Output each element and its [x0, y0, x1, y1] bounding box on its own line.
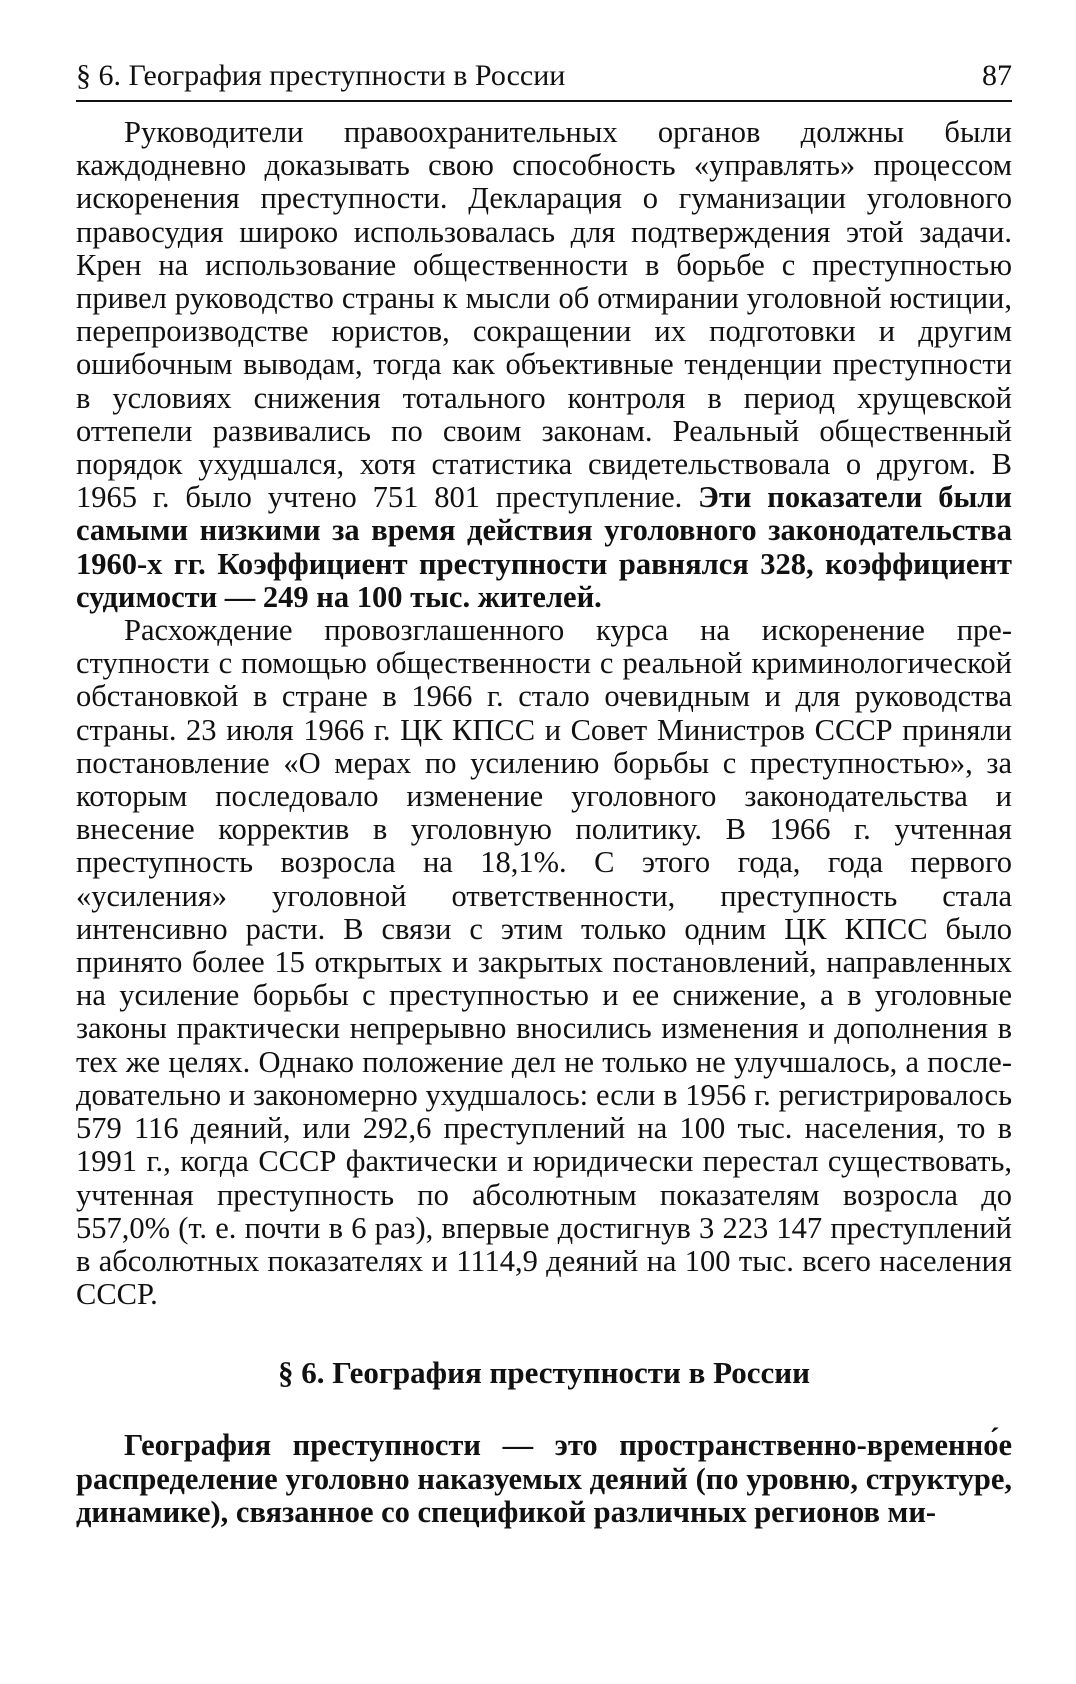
paragraph-1-bold-text: Эти показатели были самыми низкими за время действия уголовного законодательства 1960-х гг. Коэффициент преступности равнялся 328, коэффициент судимости — 249 на 100 тыс. жителей.: [76, 480, 1012, 614]
running-title: § 6. География преступности в России: [76, 59, 566, 92]
paragraph-1: [76, 116, 1012, 614]
book-page: [76, 58, 1012, 1529]
paragraph-1-text: Руководители правоохранительных органов должны были каждодневно доказывать свою способность «управлять» процессом искоренения преступности. Декларация о гуманизации уголовного правосудия широко использовалась для подтверждения этой задачи. Крен на использование общественности в борьбе с преступностью привел руководство страны к мысли об отмирании уголовной юстиции, перепроизводстве юристов, сокращении их подготовки и другим ошибочным выводам, тогда как объективные тенденции преступности в условиях снижения тотального контроля в период хрущевской оттепели развивались по своим законам. Реальный общественный порядок ухудшался, хотя статистика свидетельствовала о другом. В 1965 г. было учтено 751 801 преступление.: [76, 115, 1012, 515]
running-header: [76, 58, 1012, 102]
section-lead-paragraph: [76, 1429, 1012, 1529]
section-lead-text: География преступности — это пространственно-временно́е распределение уголовно наказуемых деяний (по уровню, структуре, динамике), связанное со спецификой различных регионов ми-: [76, 1428, 1012, 1529]
page-number: 87: [982, 59, 1012, 92]
paragraph-2-text: Расхождение провозглашенного курса на искоренение преступности с помощью общественности с реальной криминологической обстановкой в стране в 1966 г. стало очевидным и для руководства страны. 23 июля 1966 г. ЦК КПСС и Совет Министров СССР приняли постановление «О мерах по усилению борьбы с преступностью», за которым последовало изменение уголовного законодательства и внесение корректив в уголовную политику. В 1966 г. учтенная преступность возросла на 18,1%. С этого года, года первого «усиления» уголовной ответственности, преступность стала интенсивно расти. В связи с этим только одним ЦК КПСС было принято более 15 открытых и закрытых постановлений, направленных на усиление борьбы с преступностью и ее снижение, а в уголовные законы практически непрерывно вносились изменения и дополнения в тех же целях. Однако положение дел не только не улучшалось, а последовательно и закономерно ухудшалось: если в 1956 г. регистрировалось 579 116 деяний, или 292,6 преступлений на 100 тыс. населения, то в 1991 г., когда СССР фактически и юридически перестал существовать, учтенная преступность по абсолютным показателям возросла до 557,0% (т. е. почти в 6 раз), впервые достигнув 3 223 147 преступлений в абсолютных показателях и 1114,9 деяний на 100 тыс. всего населения СССР.: [76, 613, 1012, 1312]
paragraph-2: [76, 614, 1012, 1311]
section-title: § 6. География преступности в России: [277, 1355, 811, 1391]
